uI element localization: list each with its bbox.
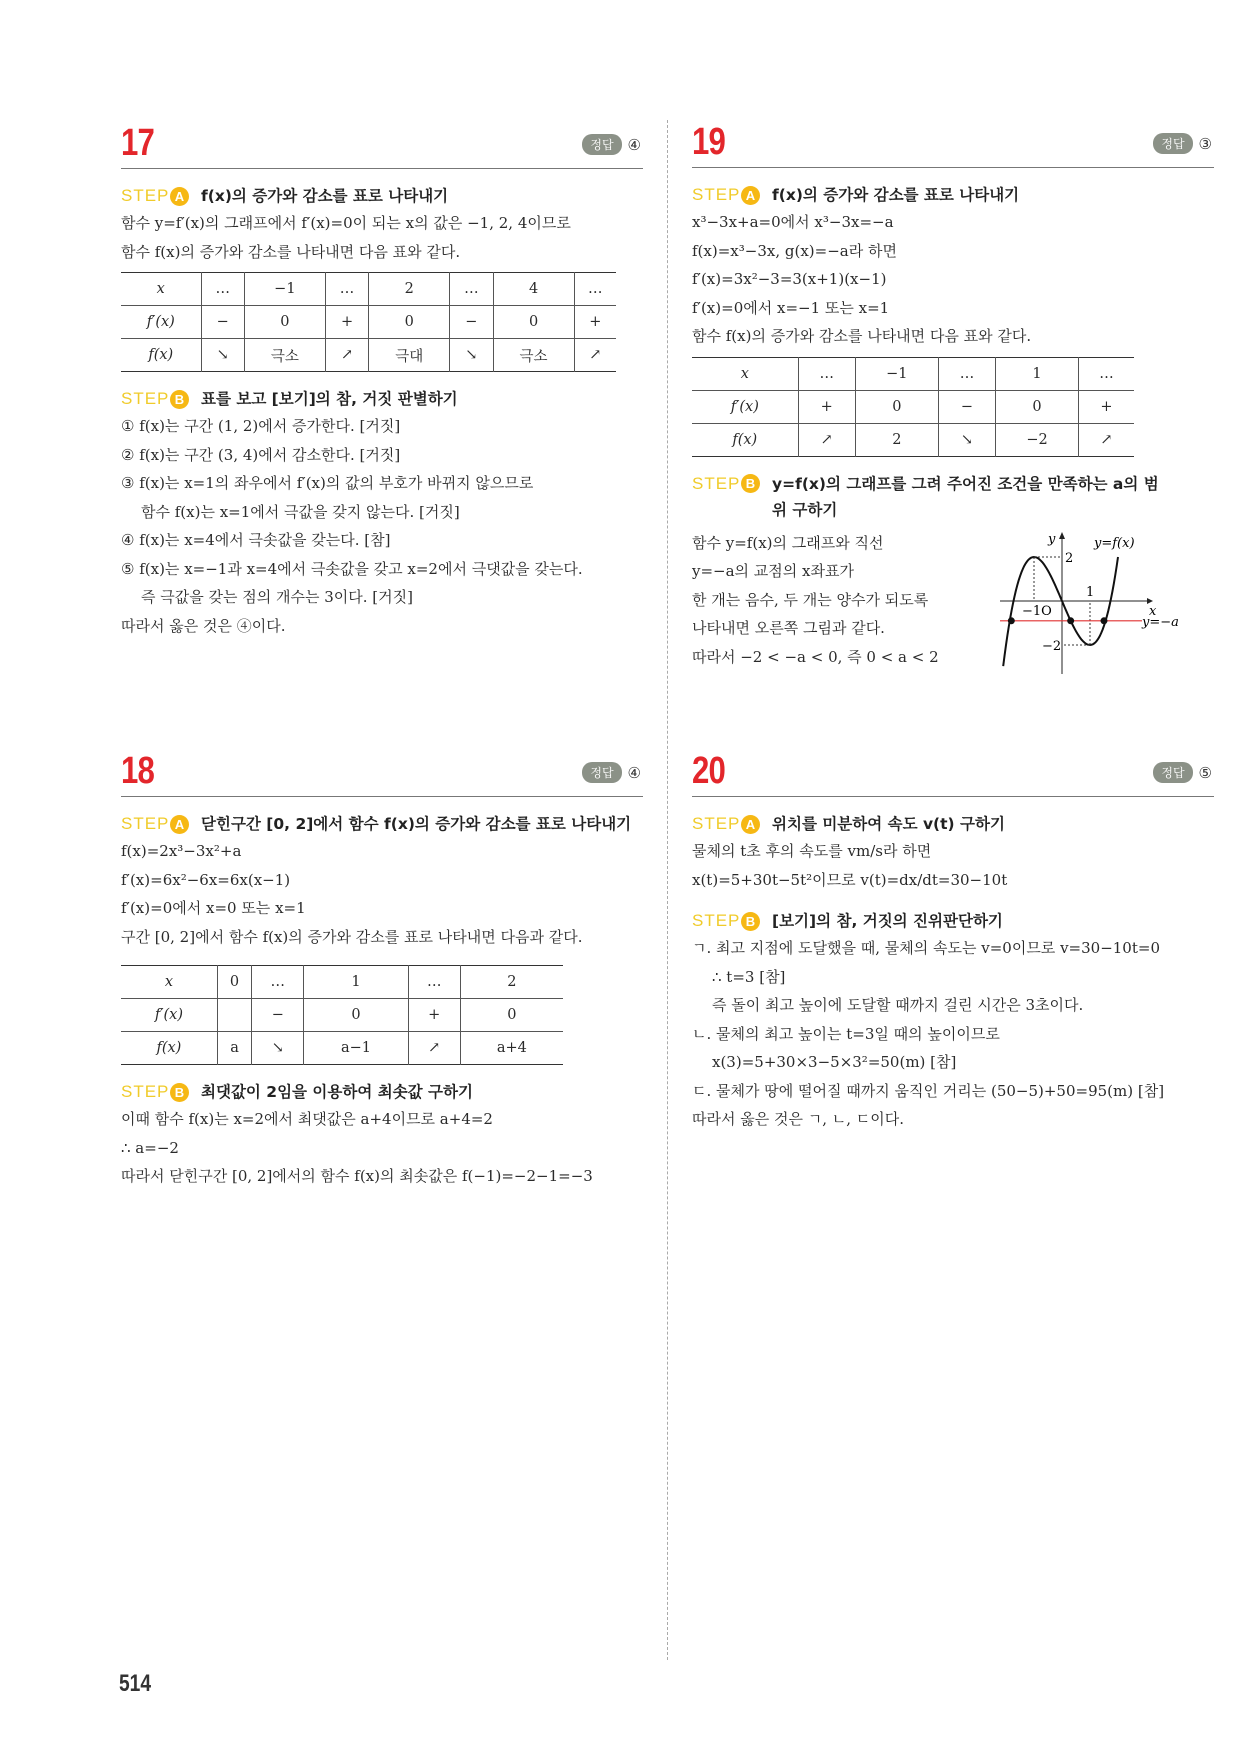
- step-label: [692, 471, 772, 497]
- text-line: f′(x)=3x²−3=3(x+1)(x−1): [692, 270, 887, 288]
- x-axis-label: x: [1149, 603, 1157, 619]
- answer-value: ④: [627, 135, 641, 154]
- table-row: [692, 390, 1134, 423]
- step-b-heading: [121, 1079, 643, 1105]
- table-cell: a+4: [460, 1032, 563, 1065]
- table-cell: …: [450, 273, 493, 306]
- answer-value: ③: [1198, 134, 1212, 153]
- text-lines: [692, 837, 1214, 894]
- text-line: 따라서 닫힌구간 [0, 2]에서의 함수 f(x)의 최솟값은 f(−1)=−2−1=−3: [121, 1167, 593, 1185]
- question-header: [121, 118, 643, 169]
- text-line: y=−a의 교점의 x좌표가: [692, 562, 854, 580]
- text-line: ⑤ f(x)는 x=−1과 x=4에서 극솟값을 갖고 x=2에서 극댓값을 갖는다.: [121, 559, 583, 578]
- step-b-heading: [692, 471, 1214, 523]
- step-title: 최댓값이 2임을 이용하여 최솟값 구하기: [201, 1083, 473, 1101]
- line-label: y=−a: [1142, 614, 1179, 630]
- cubic-graph: [992, 529, 1192, 679]
- min-label: −2: [1042, 638, 1062, 654]
- step-letter: B: [741, 912, 760, 931]
- step-word: STEP: [121, 1082, 170, 1101]
- table-cell: ↗: [574, 339, 616, 372]
- step-word: STEP: [692, 473, 741, 493]
- table-cell: 1: [304, 966, 408, 999]
- one-label: 1: [1086, 584, 1095, 600]
- question-20: [692, 746, 1214, 1134]
- text-line: ㄴ. 물체의 최고 높이는 t=3일 때의 높이이므로: [692, 1024, 1000, 1043]
- step-a-heading: [121, 183, 643, 209]
- step-title: f(x)의 증가와 감소를 표로 나타내기: [201, 187, 449, 205]
- table-cell: +: [574, 306, 616, 339]
- step-word: STEP: [692, 185, 741, 204]
- max-label: 2: [1065, 550, 1074, 566]
- table-row: [121, 339, 616, 372]
- step-label: [692, 811, 772, 837]
- step-word: STEP: [121, 389, 170, 408]
- table-cell: 0: [304, 999, 408, 1032]
- table-cell: −1: [244, 273, 325, 306]
- text-lines: [121, 1105, 643, 1191]
- table-cell: ↗: [798, 423, 855, 456]
- table-cell: 0: [996, 390, 1079, 423]
- answer: [582, 762, 641, 783]
- answer: [1153, 762, 1212, 783]
- table-row: [121, 306, 616, 339]
- text-lines: [692, 208, 1214, 351]
- text-line: 함수 f(x)의 증가와 감소를 나타내면 다음 표와 같다.: [692, 327, 1032, 345]
- table-cell: 0: [460, 999, 563, 1032]
- text-line: ④ f(x)는 x=4에서 극솟값을 갖는다. [참]: [121, 531, 391, 549]
- step-label: [121, 386, 201, 412]
- text-line: ㄷ. 물체가 땅에 떨어질 때까지 움직인 거리는 (50−5)+50=95(m) [참]: [692, 1081, 1165, 1100]
- question-number: 20: [692, 750, 726, 792]
- text-lines: [121, 837, 643, 951]
- table-cell: ↘: [201, 339, 244, 372]
- table-cell: 0: [217, 966, 251, 999]
- step-title: f(x)의 증가와 감소를 표로 나타내기: [772, 186, 1020, 204]
- text-line: x(t)=5+30t−5t²이므로 v(t)=dx/dt=30−10t: [692, 870, 1008, 889]
- step-label: [121, 183, 201, 209]
- text-line: 즉 극값을 갖는 점의 개수는 3이다. [거짓]: [141, 588, 413, 606]
- text-lines: [121, 209, 643, 266]
- table-cell: 극대: [369, 339, 450, 372]
- table-cell: 0: [493, 306, 574, 339]
- step-a-heading: [121, 811, 643, 837]
- text-line: 따라서 옳은 것은 ㄱ, ㄴ, ㄷ이다.: [692, 1110, 905, 1128]
- text-line: ① f(x)는 구간 (1, 2)에서 증가한다. [거짓]: [121, 417, 401, 435]
- step-word: STEP: [121, 814, 170, 833]
- answer-badge: 정답: [582, 134, 621, 155]
- text-line: 즉 돌이 최고 높이에 도달할 때까지 걸린 시간은 3초이다.: [712, 996, 1084, 1014]
- row-header: f′(x): [692, 390, 798, 423]
- text-line: 함수 f(x)의 증가와 감소를 나타내면 다음 표와 같다.: [121, 242, 461, 261]
- table-cell: …: [408, 966, 460, 999]
- text-line: 한 개는 음수, 두 개는 양수가 되도록: [692, 590, 929, 609]
- step-title: y=f(x)의 그래프를 그려 주어진 조건을 만족하는 a의 범위 구하기: [772, 474, 1159, 519]
- table-cell: −1: [855, 357, 938, 390]
- text-line: ㄱ. 최고 지점에 도달했을 때, 물체의 속도는 v=0이므로 v=30−10t=0: [692, 939, 1160, 957]
- answer: [1153, 133, 1212, 154]
- answer-badge: 정답: [1153, 133, 1192, 154]
- question-number: 18: [121, 750, 155, 792]
- table-cell: a: [217, 1032, 251, 1065]
- text-lines: [692, 529, 992, 679]
- step-letter: B: [170, 1083, 189, 1102]
- step-b-heading: [692, 908, 1214, 934]
- text-line: x³−3x+a=0에서 x³−3x=−a: [692, 213, 894, 231]
- step-a-heading: [692, 182, 1214, 208]
- text-line: ∴ a=−2: [121, 1138, 179, 1157]
- y-axis-arrow-icon: [1059, 532, 1065, 539]
- question-18: [121, 746, 643, 1191]
- step-letter: A: [741, 186, 760, 205]
- table-cell: ↘: [252, 1032, 304, 1065]
- step-label: [692, 182, 772, 208]
- step-label: [121, 811, 201, 837]
- table-cell: −: [252, 999, 304, 1032]
- table-cell: a−1: [304, 1032, 408, 1065]
- y-axis-label: y: [1048, 531, 1056, 547]
- text-line: 구간 [0, 2]에서 함수 f(x)의 증가와 감소를 표로 나타내면 다음과 같다.: [121, 927, 583, 946]
- answer-value: ④: [627, 763, 641, 782]
- answer: [582, 134, 641, 155]
- table-cell: 0: [855, 390, 938, 423]
- step-title: 위치를 미분하여 속도 v(t) 구하기: [772, 815, 1005, 833]
- question-number: 17: [121, 122, 155, 164]
- table-cell: +: [325, 306, 368, 339]
- question-19: [692, 117, 1214, 679]
- step-a-heading: [692, 811, 1214, 837]
- table-cell: …: [201, 273, 244, 306]
- table-cell: 1: [996, 357, 1079, 390]
- page-number: 514: [119, 1670, 152, 1697]
- table-cell: …: [798, 357, 855, 390]
- text-line: ∴ t=3 [참]: [712, 967, 786, 986]
- text-line: 따라서 옳은 것은 ④이다.: [121, 616, 286, 635]
- variation-table: [121, 272, 616, 372]
- table-row: [692, 423, 1134, 456]
- table-cell: 2: [369, 273, 450, 306]
- column-divider: [667, 120, 668, 1660]
- table-cell: −: [938, 390, 995, 423]
- text-lines: [692, 934, 1214, 1134]
- table-cell: [217, 999, 251, 1032]
- row-header: f(x): [121, 339, 201, 372]
- row-header: x: [740, 365, 749, 382]
- row-header: x: [164, 974, 174, 990]
- table-row: [121, 1032, 563, 1065]
- text-line: 함수 y=f(x)의 그래프와 직선: [692, 533, 884, 552]
- question-17: [121, 118, 643, 640]
- step-label: [692, 908, 772, 934]
- intersection-point: [1008, 617, 1015, 624]
- text-line: f(x)=2x³−3x²+a: [121, 842, 242, 860]
- origin-label: −1O: [1022, 603, 1052, 619]
- table-cell: 극소: [493, 339, 574, 372]
- table-cell: ↗: [325, 339, 368, 372]
- question-header: [121, 746, 643, 797]
- intersection-point: [1067, 617, 1074, 624]
- table-cell: …: [574, 273, 616, 306]
- step-label: [121, 1079, 201, 1105]
- table-cell: …: [938, 357, 995, 390]
- row-header: f(x): [121, 1032, 217, 1065]
- question-number: 19: [692, 121, 726, 163]
- text-lines: [121, 412, 643, 640]
- row-header: f′(x): [121, 999, 217, 1032]
- step-letter: A: [170, 815, 189, 834]
- answer-value: ⑤: [1198, 763, 1212, 782]
- step-title: [보기]의 참, 거짓의 진위판단하기: [772, 912, 1003, 930]
- step-title: 닫힌구간 [0, 2]에서 함수 f(x)의 증가와 감소를 표로 나타내기: [201, 815, 632, 833]
- table-cell: 4: [493, 273, 574, 306]
- table-cell: −: [450, 306, 493, 339]
- table-cell: −2: [996, 423, 1079, 456]
- table-cell: +: [798, 390, 855, 423]
- step-letter: A: [170, 187, 189, 206]
- text-line: 이때 함수 f(x)는 x=2에서 최댓값은 a+4이므로 a+4=2: [121, 1110, 493, 1128]
- question-header: [692, 746, 1214, 797]
- text-line: f(x)=x³−3x, g(x)=−a라 하면: [692, 241, 897, 260]
- answer-badge: 정답: [1153, 762, 1192, 783]
- text-line: f′(x)=0에서 x=0 또는 x=1: [121, 899, 306, 917]
- table-cell: 0: [369, 306, 450, 339]
- text-line: 나타내면 오른쪽 그림과 같다.: [692, 619, 885, 637]
- step-word: STEP: [692, 911, 741, 930]
- step-title: 표를 보고 [보기]의 참, 거짓 판별하기: [201, 390, 458, 408]
- table-cell: …: [1078, 357, 1134, 390]
- table-cell: ↗: [1078, 423, 1134, 456]
- row-header: f(x): [692, 423, 798, 456]
- table-cell: 극소: [244, 339, 325, 372]
- step-word: STEP: [121, 186, 170, 205]
- table-cell: +: [408, 999, 460, 1032]
- text-line: f′(x)=0에서 x=−1 또는 x=1: [692, 298, 890, 317]
- variation-table: [121, 965, 563, 1065]
- row-header: x: [156, 281, 165, 297]
- table-cell: ↘: [938, 423, 995, 456]
- table-cell: −: [201, 306, 244, 339]
- table-cell: ↘: [450, 339, 493, 372]
- text-line: ② f(x)는 구간 (3, 4)에서 감소한다. [거짓]: [121, 445, 401, 464]
- table-cell: …: [325, 273, 368, 306]
- text-line: 함수 f(x)는 x=1에서 극값을 갖지 않는다. [거짓]: [141, 502, 460, 521]
- table-cell: +: [1078, 390, 1134, 423]
- text-line: 따라서 −2 < −a < 0, 즉 0 < a < 2: [692, 647, 939, 666]
- table-cell: …: [252, 966, 304, 999]
- table-row: [121, 966, 563, 999]
- text-line: 함수 y=f′(x)의 그래프에서 f′(x)=0이 되는 x의 값은 −1, 2, 4이므로: [121, 214, 571, 232]
- step-letter: B: [741, 474, 760, 493]
- row-header: f′(x): [121, 306, 201, 339]
- table-cell: 0: [244, 306, 325, 339]
- text-line: ③ f(x)는 x=1의 좌우에서 f′(x)의 값의 부호가 바뀌지 않으므로: [121, 474, 534, 492]
- curve-label: y=f(x): [1094, 535, 1135, 551]
- table-cell: ↗: [408, 1032, 460, 1065]
- variation-table: [692, 357, 1134, 457]
- table-cell: 2: [460, 966, 563, 999]
- table-row: [692, 357, 1134, 390]
- step-letter: A: [741, 815, 760, 834]
- step-letter: B: [170, 390, 189, 409]
- step-b-heading: [121, 386, 643, 412]
- table-cell: 2: [855, 423, 938, 456]
- text-line: 물체의 t초 후의 속도를 vm/s라 하면: [692, 842, 932, 860]
- intersection-point: [1101, 617, 1108, 624]
- step-word: STEP: [692, 814, 741, 833]
- table-row: [121, 273, 616, 306]
- answer-badge: 정답: [582, 762, 621, 783]
- text-line: x(3)=5+30×3−5×3²=50(m) [참]: [712, 1053, 957, 1071]
- text-line: f′(x)=6x²−6x=6x(x−1): [121, 870, 291, 889]
- question-header: [692, 117, 1214, 168]
- table-row: [121, 999, 563, 1032]
